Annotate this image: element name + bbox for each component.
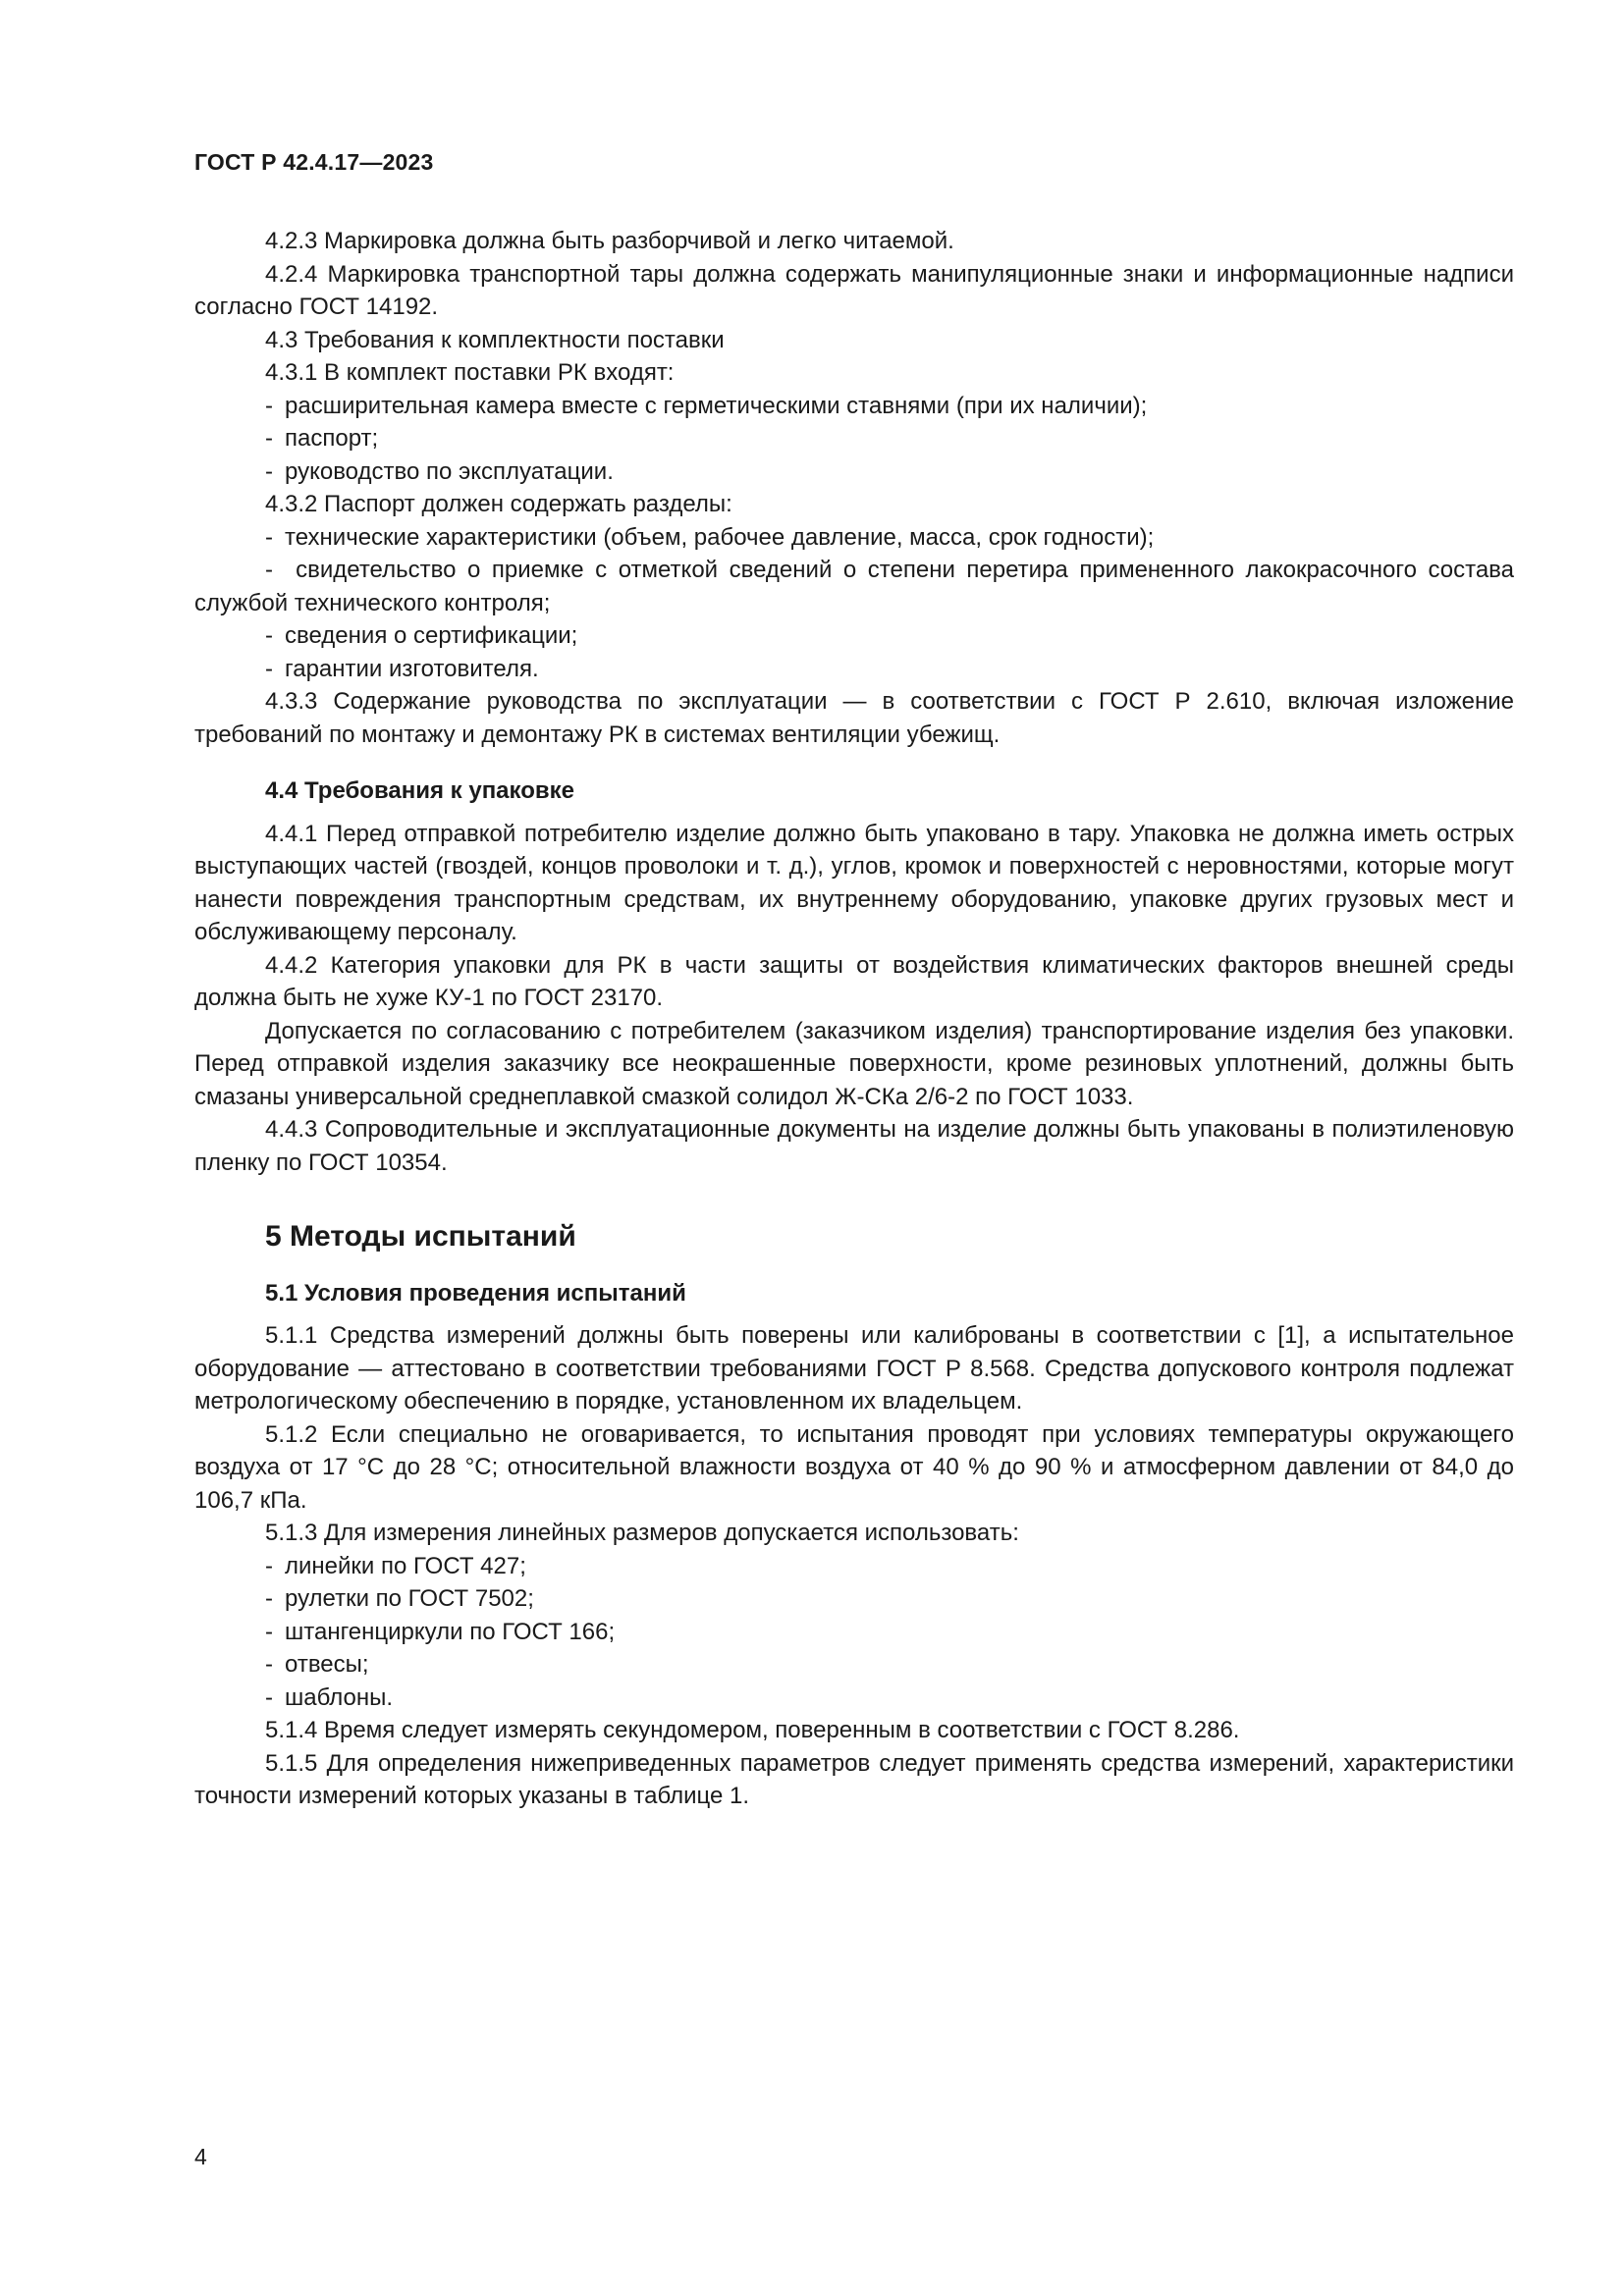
list-item: - отвесы;	[194, 1648, 1514, 1682]
bullet-dash: -	[265, 655, 273, 682]
paragraph-4-3-2: 4.3.2 Паспорт должен содержать разделы:	[265, 491, 732, 517]
bullet-dash: -	[265, 1683, 273, 1711]
paragraph-4-2-3: 4.2.3 Маркировка должна быть разборчивой и легко читаемой.	[265, 228, 954, 254]
page-body	[194, 225, 1514, 1813]
list-item: - технические характеристики (объем, рабочее давление, масса, срок годности);	[194, 521, 1514, 555]
paragraph-4-4-2: 4.4.2 Категория упаковки для РК в части защиты от воздействия климатических факторов внешней среды должна быть не хуже КУ-1 по ГОСТ 23170.	[194, 951, 1514, 1011]
list-item: - паспорт;	[194, 422, 1514, 455]
bullet-dash: -	[265, 392, 273, 419]
bullet-dash: -	[265, 622, 273, 649]
list-item: - гарантии изготовителя.	[194, 653, 1514, 686]
paragraph-4-3-1: 4.3.1 В комплект поставки РК входят:	[265, 359, 675, 386]
bullet-dash: -	[265, 1552, 273, 1579]
paragraph-5-1-2: 5.1.2 Если специально не оговаривается, то испытания проводят при условиях температуры окружающего воздуха от 17 °С до 28 °С; относительной влажности воздуха от 40 % до 90 % и атмосферном давлении от 84,0 до 106,7 кПа.	[194, 1420, 1514, 1514]
subsection-4-4-heading: 4.4 Требования к упаковке	[265, 777, 574, 804]
list-item: - сведения о сертификации;	[194, 619, 1514, 653]
paragraph-5-1-4: 5.1.4 Время следует измерять секундомером, поверенным в соответствии с ГОСТ 8.286.	[265, 1717, 1240, 1743]
paragraph-4-3-3: 4.3.3 Содержание руководства по эксплуатации — в соответствии с ГОСТ Р 2.610, включая изложение требований по монтажу и демонтажу РК в системах вентиляции убежищ.	[194, 688, 1514, 748]
paragraph-4-4-2-allowance: Допускается по согласованию с потребителем (заказчиком изделия) транспортирование изделия без упаковки. Перед отправкой изделия заказчику все неокрашенные поверхности, кроме резиновых уплотнений, должны быть смазаны универсальной среднеплавкой смазкой солидол Ж-СКа 2/6-2 по ГОСТ 1033.	[194, 1017, 1514, 1110]
list-item: - шаблоны.	[194, 1682, 1514, 1715]
bullet-dash: -	[265, 457, 273, 485]
subsection-5-1-heading: 5.1 Условия проведения испытаний	[265, 1279, 686, 1307]
subsection-4-3-title: 4.3 Требования к комплектности поставки	[265, 326, 725, 353]
bullet-dash: -	[265, 523, 273, 551]
section-5-heading: 5 Методы испытаний	[265, 1220, 576, 1253]
list-item: - расширительная камера вместе с герметическими ставнями (при их наличии);	[194, 390, 1514, 423]
document-header: ГОСТ Р 42.4.17—2023	[194, 149, 434, 175]
list-item: - штангенциркули по ГОСТ 166;	[194, 1616, 1514, 1649]
paragraph-4-4-3: 4.4.3 Сопроводительные и эксплуатационные документы на изделие должны быть упакованы в полиэтиленовую пленку по ГОСТ 10354.	[194, 1116, 1514, 1176]
page-number: 4	[194, 2144, 207, 2169]
paragraph-5-1-3: 5.1.3 Для измерения линейных размеров допускается использовать:	[265, 1520, 1019, 1546]
list-item: - линейки по ГОСТ 427;	[194, 1550, 1514, 1583]
paragraph-4-4-1: 4.4.1 Перед отправкой потребителю изделие должно быть упаковано в тару. Упаковка не должна иметь острых выступающих частей (гвоздей, концов проволоки и т. д.), углов, кромок и поверхностей с неровностями, которые могут нанести повреждения транспортным средствам, их внутреннему оборудованию, упаковке других грузовых мест и обслуживающему персоналу.	[194, 820, 1514, 945]
bullet-dash: -	[265, 425, 273, 452]
bullet-dash: -	[265, 557, 273, 583]
paragraph-4-2-4: 4.2.4 Маркировка транспортной тары должна содержать манипуляционные знаки и информационные надписи согласно ГОСТ 14192.	[194, 260, 1514, 320]
list-item-wrapped: - свидетельство о приемке с отметкой сведений о степени перетира примененного лакокрасочного состава службой технического контроля;	[194, 557, 1514, 616]
bullet-dash: -	[265, 1618, 273, 1645]
bullet-dash: -	[265, 1651, 273, 1678]
bullet-dash: -	[265, 1585, 273, 1612]
paragraph-5-1-1: 5.1.1 Средства измерений должны быть поверены или калиброваны в соответствии с [1], а испытательное оборудование — аттестовано в соответствии требованиями ГОСТ Р 8.568. Средства допускового контроля подлежат метрологическому обеспечению в порядке, установленном их владельцем.	[194, 1322, 1514, 1415]
list-item: - рулетки по ГОСТ 7502;	[194, 1582, 1514, 1616]
list-item: - руководство по эксплуатации.	[194, 455, 1514, 489]
paragraph-5-1-5: 5.1.5 Для определения нижеприведенных параметров следует применять средства измерений, характеристики точности измерений которых указаны в таблице 1.	[194, 1749, 1514, 1809]
